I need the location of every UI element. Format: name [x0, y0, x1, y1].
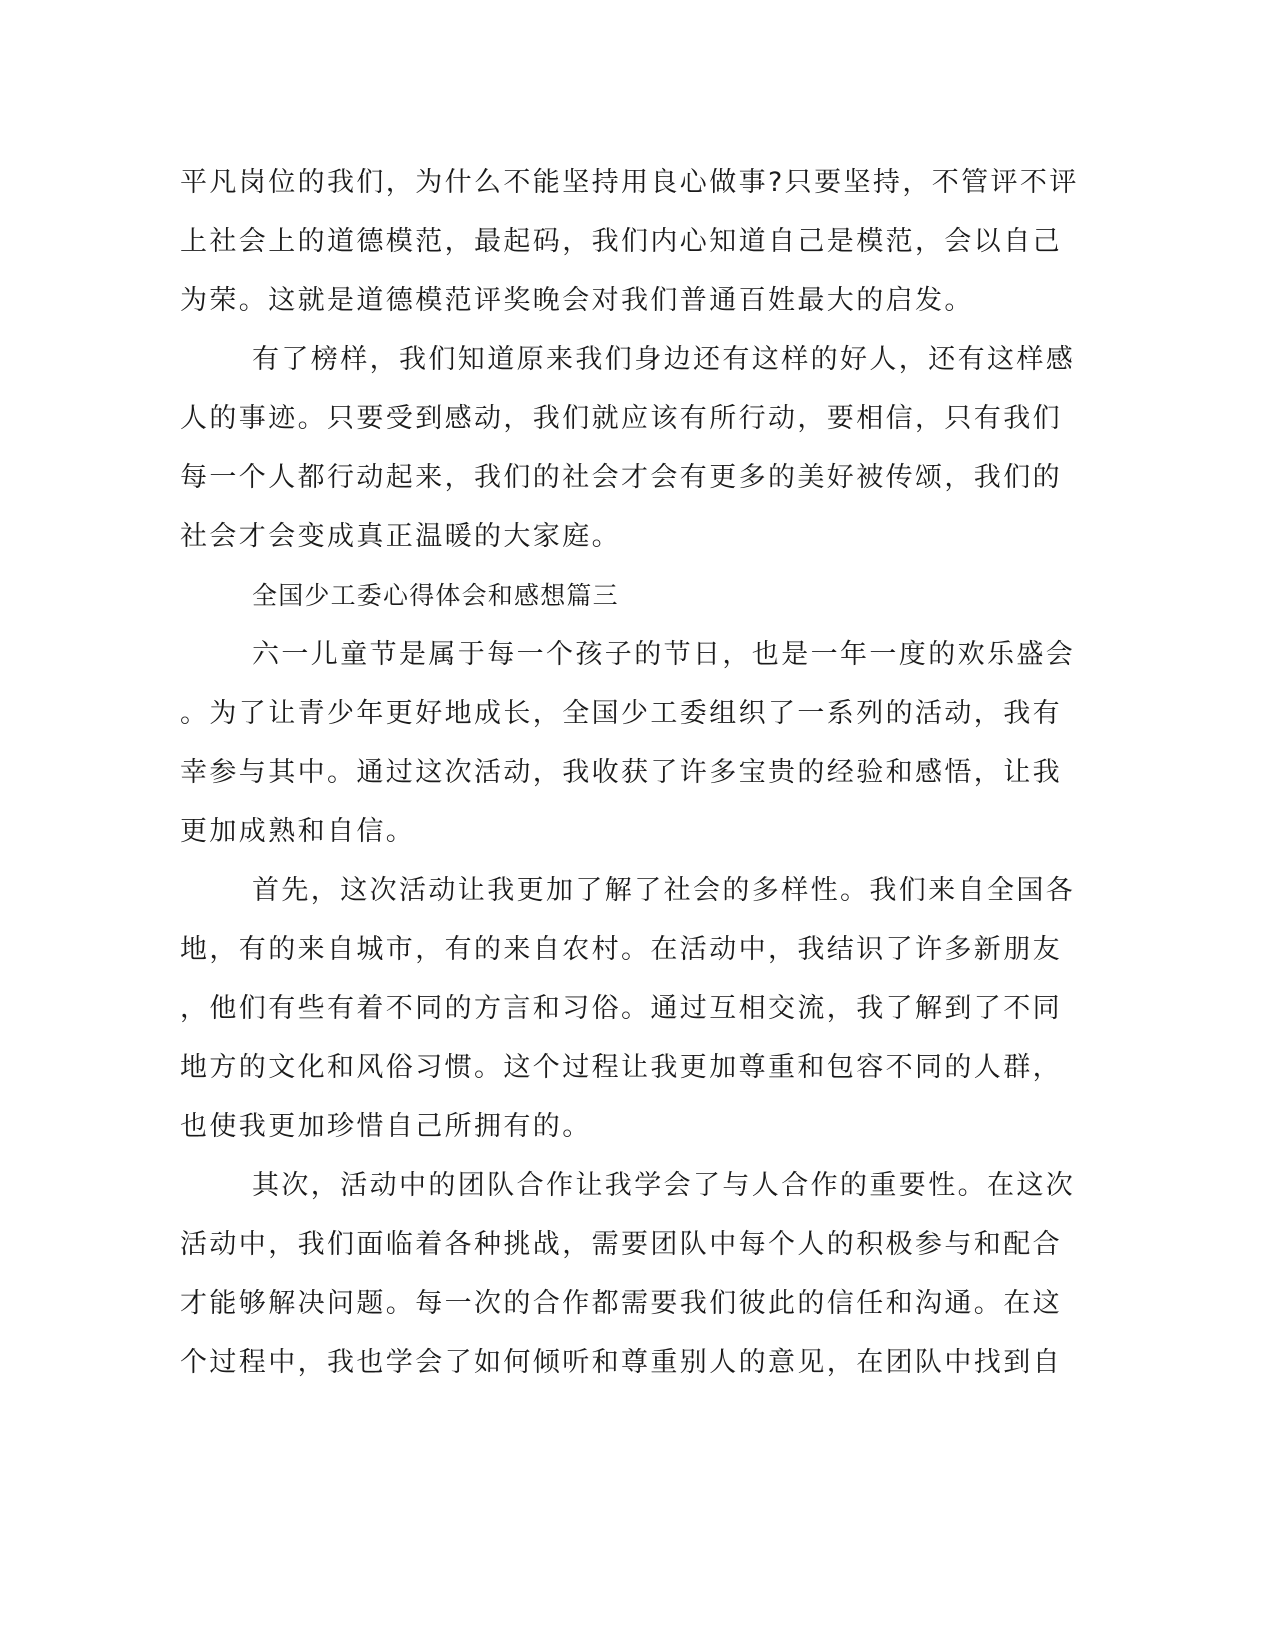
text-line: 有了榜样，我们知道原来我们身边还有这样的好人，还有这样感	[252, 344, 1076, 375]
text-line: 地方的文化和风俗习惯。这个过程让我更加尊重和包容不同的人群，	[180, 1052, 1062, 1083]
text-line: 首先，这次活动让我更加了解了社会的多样性。我们来自全国各	[252, 875, 1076, 906]
text-line: 幸参与其中。通过这次活动，我收获了许多宝贵的经验和感悟，让我	[180, 757, 1062, 788]
text-line: 每一个人都行动起来，我们的社会才会有更多的美好被传颂，我们的	[180, 462, 1062, 493]
text-line: 上社会上的道德模范，最起码，我们内心知道自己是模范，会以自己	[180, 226, 1062, 257]
text-line: 活动中，我们面临着各种挑战，需要团队中每个人的积极参与和配合	[180, 1229, 1062, 1260]
text-line: 六一儿童节是属于每一个孩子的节日，也是一年一度的欢乐盛会	[252, 639, 1076, 670]
text-line: 其次，活动中的团队合作让我学会了与人合作的重要性。在这次	[252, 1170, 1076, 1201]
text-line: 才能够解决问题。每一次的合作都需要我们彼此的信任和沟通。在这	[180, 1288, 1062, 1319]
text-line: ，他们有些有着不同的方言和习俗。通过互相交流，我了解到了不同	[180, 993, 1062, 1024]
text-line: 。为了让青少年更好地成长，全国少工委组织了一系列的活动，我有	[180, 698, 1062, 729]
text-line: 平凡岗位的我们，为什么不能坚持用良心做事?只要坚持，不管评不评	[180, 167, 1079, 198]
text-line: 更加成熟和自信。	[180, 816, 416, 847]
text-line: 地，有的来自城市，有的来自农村。在活动中，我结识了许多新朋友	[180, 934, 1062, 965]
text-line: 为荣。这就是道德模范评奖晚会对我们普通百姓最大的启发。	[180, 285, 974, 316]
document-body	[180, 153, 1079, 1392]
text-line: 人的事迹。只要受到感动，我们就应该有所行动，要相信，只有我们	[180, 403, 1062, 434]
text-line: 也使我更加珍惜自己所拥有的。	[180, 1111, 592, 1142]
text-line: 个过程中，我也学会了如何倾听和尊重别人的意见，在团队中找到自	[180, 1347, 1062, 1378]
text-line: 社会才会变成真正温暖的大家庭。	[180, 521, 621, 552]
section-heading: 全国少工委心得体会和感想篇三	[252, 581, 619, 610]
